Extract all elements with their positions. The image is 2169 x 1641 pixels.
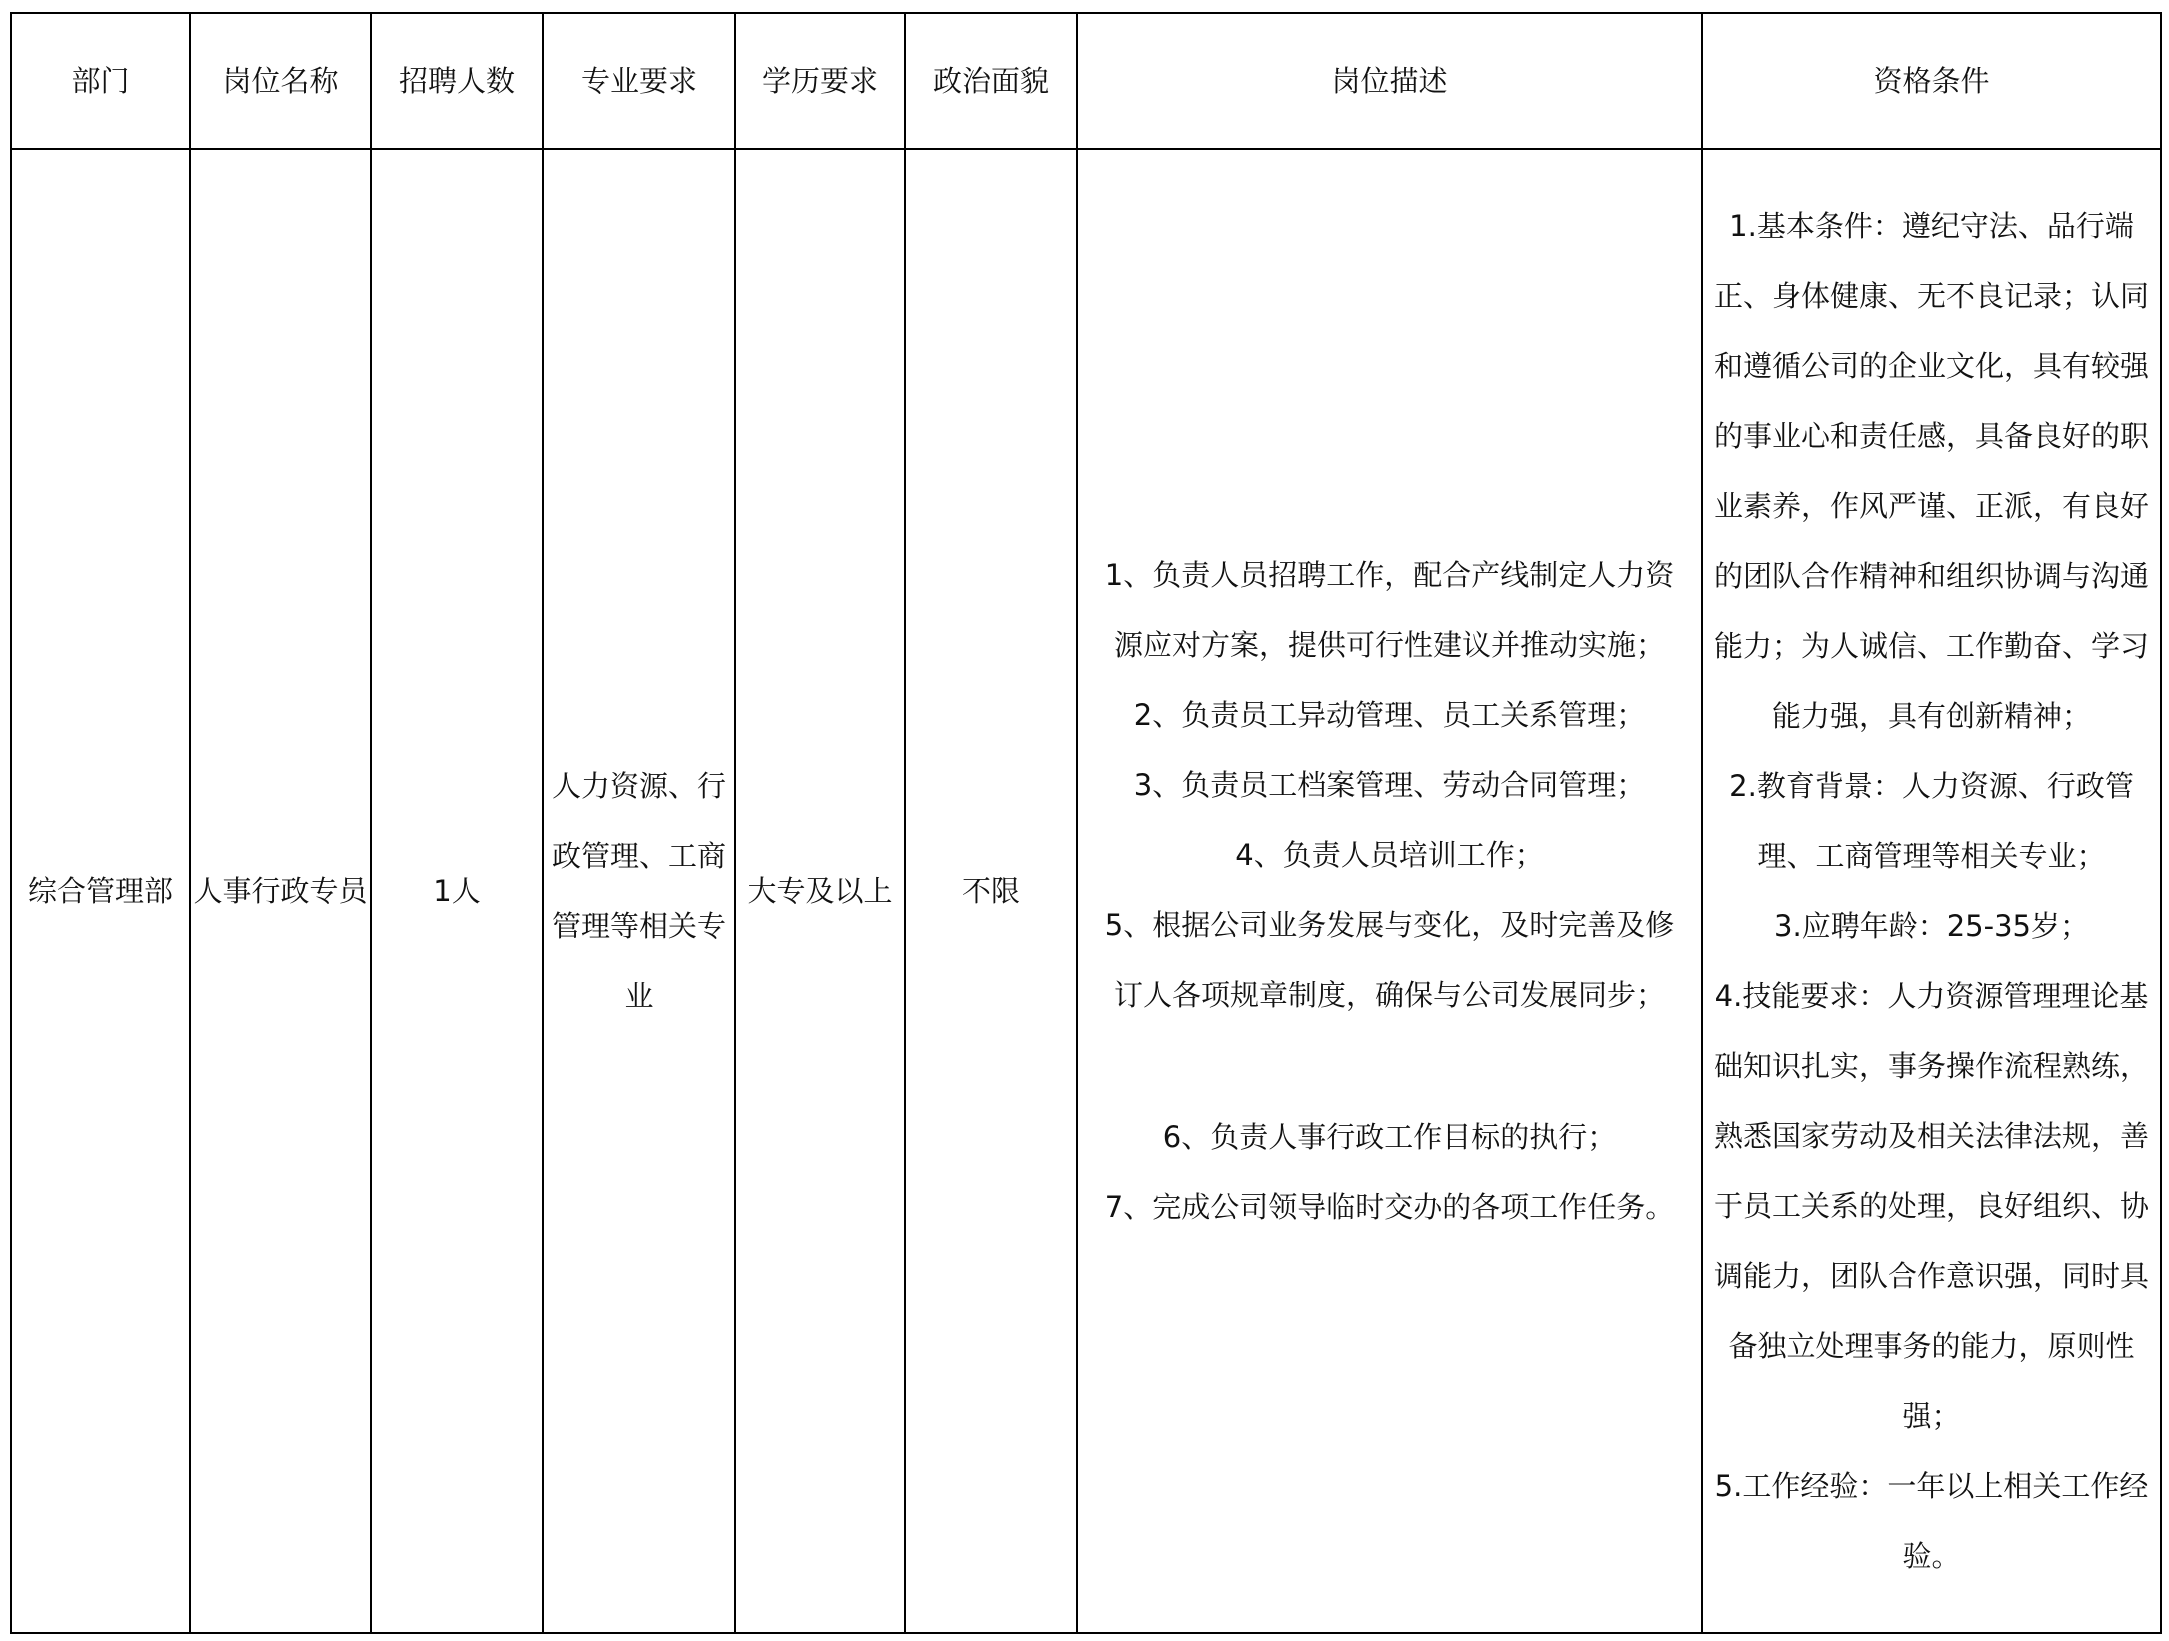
headcount-value: 1人 [433, 874, 481, 908]
political-status-value: 不限 [961, 874, 1020, 908]
description-line: 源应对方案，提供可行性建议并推动实施； [1113, 628, 1665, 662]
qualification-item: 1.基本条件：遵纪守法、品行端正、身体健康、无不良记录；认同和遵循公司的企业文化，具有较强的事业心和责任感，具备良好的职业素养，作风严谨、正派，有良好的团队合作精神和组织协调与沟通能力；为人诚信、工作勤奋、学习能力强，具有创新精神； [1713, 209, 2149, 733]
header-education: 学历要求 [735, 13, 905, 149]
description-line: 6、负责人事行政工作目标的执行； [1162, 1120, 1617, 1154]
cell-position [190, 149, 371, 1633]
header-headcount: 招聘人数 [371, 13, 543, 149]
description-line: 1、负责人员招聘工作，配合产线制定人力资 [1104, 558, 1675, 592]
education-value: 大专及以上 [747, 874, 893, 908]
cell-political-status [905, 149, 1077, 1633]
cell-qualifications [1702, 149, 2161, 1633]
cell-headcount [371, 149, 543, 1633]
description-line: 7、完成公司领导临时交办的各项工作任务。 [1104, 1190, 1675, 1224]
table-header-row [11, 13, 2161, 149]
cell-major [543, 149, 735, 1633]
cell-education [735, 149, 905, 1633]
header-department: 部门 [11, 13, 190, 149]
major-value: 人力资源、行政管理、工商管理等相关专业 [551, 769, 726, 1013]
description-line: 4、负责人员培训工作； [1235, 838, 1544, 872]
qualification-item: 5.工作经验：一年以上相关工作经验。 [1714, 1469, 2149, 1573]
description-line: 订人各项规章制度，确保与公司发展同步； [1113, 978, 1665, 1012]
header-position: 岗位名称 [190, 13, 371, 149]
description-line: 2、负责员工异动管理、员工关系管理； [1133, 698, 1646, 732]
qualification-item: 2.教育背景：人力资源、行政管理、工商管理等相关专业； [1729, 769, 2134, 873]
qualification-item: 4.技能要求：人力资源管理理论基础知识扎实，事务操作流程熟练，熟悉国家劳动及相关法律法规，善于员工关系的处理，良好组织、协调能力，团队合作意识强，同时具备独立处理事务的能力，原则性强； [1713, 979, 2149, 1433]
header-description: 岗位描述 [1077, 13, 1702, 149]
department-value: 综合管理部 [27, 874, 173, 908]
cell-department [11, 149, 190, 1633]
header-political-status: 政治面貌 [905, 13, 1077, 149]
recruitment-table [10, 12, 2162, 1634]
description-line: 5、根据公司业务发展与变化，及时完善及修 [1104, 908, 1675, 942]
table-row [11, 149, 2161, 1633]
position-value: 人事行政专员 [193, 874, 368, 908]
header-major: 专业要求 [543, 13, 735, 149]
description-line: 3、负责员工档案管理、劳动合同管理； [1133, 768, 1646, 802]
qualification-item: 3.应聘年龄：25-35岁； [1774, 909, 2089, 943]
cell-description [1077, 149, 1702, 1633]
header-qualifications: 资格条件 [1702, 13, 2161, 149]
description-spacer [1078, 1030, 1701, 1102]
